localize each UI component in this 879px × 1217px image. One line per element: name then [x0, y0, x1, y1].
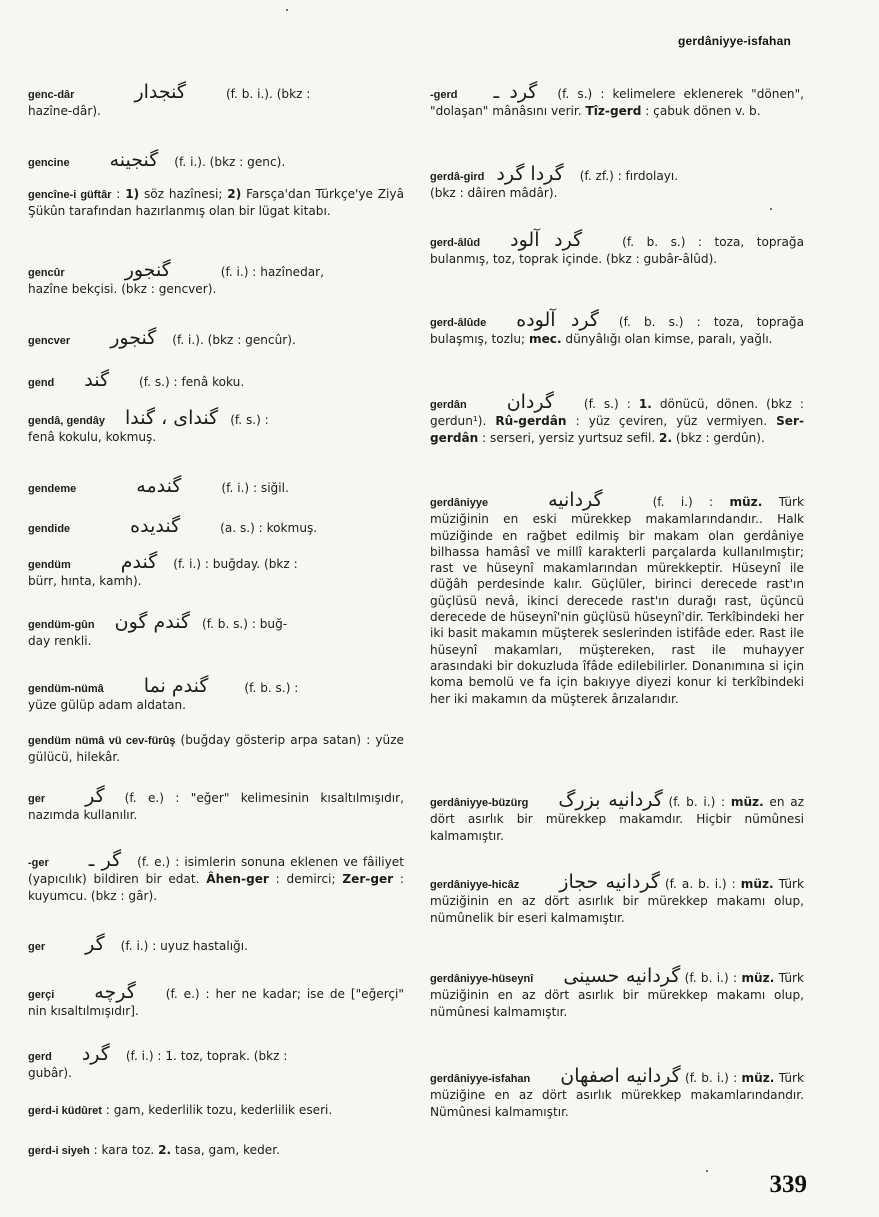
arabic-script: گردا گرد [496, 163, 564, 185]
definition-text: Farsça'dan Türkçe'ye Ziyâ Şükûn tarafından hazırlanmış olan bir lügat kitabı. [28, 187, 404, 219]
bold-marker: Ser-gerdân [430, 414, 804, 445]
definition-text: (f. e.) : isimlerin sonuna eklenen ve fâiliyet (yapıcılık) bildiren bir edat. [28, 855, 404, 887]
definition-text: : kuyumcu. (bkz : gâr). [28, 872, 404, 903]
arabic-script: گرد ـ [493, 81, 538, 103]
dictionary-entry-gerdaniyye [430, 489, 804, 707]
definition-text: tasa, gam, keder. [171, 1143, 280, 1157]
dictionary-entry-gendum-numa-jov [28, 732, 404, 766]
definition-text: (a. s.) : kokmuş. [220, 521, 318, 535]
headword: gendeme [28, 483, 77, 495]
definition-text: (f. b. i.) : [662, 795, 731, 809]
bold-marker: Tîz-gerd [585, 104, 642, 119]
definition-continuation: hazîne bekçisi. (bkz : gencver). [28, 282, 217, 297]
dictionary-entry-gerd-alude [430, 309, 804, 348]
definition-text: (f. b. s.) : [244, 681, 299, 695]
headword: gendâ, gendây [28, 415, 106, 427]
definition-text: (f. s.) : [583, 397, 639, 411]
definition-text: (f. e.) : her ne kadar; ise de ["eğerçi" nin kısaltılmışıdır]. [28, 987, 404, 1019]
speck [770, 208, 772, 210]
definition-continuation: bürr, hınta, kamh). [28, 574, 142, 589]
arabic-script: گر ـ [88, 849, 122, 871]
definition-text: dönücü, dönen. (bkz : gerdun¹). [430, 397, 804, 429]
headword: genc-dâr [28, 89, 75, 101]
headword: gerdâniyye-büzürg [430, 797, 529, 809]
headword: gencûr [28, 267, 65, 279]
definition-text: (f. i.) : uyuz hastalığı. [120, 939, 248, 953]
definition-text: (bkz : gerdûn). [672, 430, 765, 445]
definition-text: : demirci; [268, 872, 343, 887]
headword: gendüm [28, 559, 71, 571]
definition-text: en az dört asırlık bir mürekkep makamdır. Hiçbir nümûnesi kalmamıştır. [430, 795, 805, 843]
headword: gerd-i siyeh [28, 1145, 90, 1157]
bold-marker: Zer-ger [342, 872, 394, 887]
definition-text: söz hazînesi; [139, 187, 228, 201]
bold-marker: müz. [741, 1071, 775, 1085]
dictionary-entry-gerci [28, 981, 404, 1020]
arabic-script: گندم گون [114, 611, 190, 633]
dictionary-entry-gerd-i-siyeh [28, 1142, 404, 1159]
bold-marker: 2) [227, 187, 242, 201]
headword: ger [28, 793, 46, 805]
arabic-script: گردانیه [548, 489, 603, 511]
dictionary-entry-genc-dar [28, 81, 404, 120]
dictionary-entry-gencine-i-guftar [28, 186, 404, 220]
dictionary-entry-gerdaniyye-isfahan [430, 1065, 805, 1120]
definition-continuation: yüze gülüp adam aldatan. [28, 698, 186, 713]
dictionary-entry-gerdaniyye-huseyni [430, 965, 804, 1020]
definition-text: (f. b. i.). (bkz : [225, 87, 311, 101]
arabic-script: گندیده [130, 515, 181, 537]
arabic-script: گرد [81, 1043, 110, 1065]
bold-marker: müz. [740, 877, 774, 891]
bold-marker: 2. [158, 1143, 172, 1157]
dictionary-entry-gerd [28, 1043, 404, 1082]
bold-marker: müz. [730, 795, 764, 809]
dictionary-entry-gerdan [430, 391, 804, 446]
definition-text: (f. i.) : buğday. (bkz : [173, 557, 298, 571]
headword: gerdâniyye-hüseynî [430, 973, 534, 985]
arabic-script: گنجور [110, 327, 157, 349]
arabic-script: گندمه [136, 475, 182, 497]
definition-text: (f. zf.) : fırdolayı. [579, 169, 679, 183]
definition-continuation: hazîne-dâr). [28, 104, 101, 119]
headword: gerçi [28, 989, 55, 1001]
definition-text: : [111, 187, 126, 201]
dictionary-entry-genda [28, 407, 404, 446]
definition-text: (f. i.) : 1. toz, toprak. (bkz : [125, 1049, 288, 1063]
definition-text: (f. i.) : [652, 495, 730, 509]
definition-text: (f. s.) : kelimelere eklenerek "dönen", "dolaşan" mânâsını verir. [430, 87, 804, 119]
dictionary-entry-gerd-suffix [430, 81, 804, 120]
dictionary-entry-gencver [28, 327, 404, 349]
headword: ger [28, 941, 46, 953]
bold-marker: Rû-gerdân [495, 414, 567, 429]
definition-continuation: fenâ kokulu, kokmuş. [28, 430, 157, 445]
definition-text: (f. i.) : siğil. [221, 481, 289, 495]
headword: gendide [28, 523, 71, 535]
headword: gend [28, 377, 55, 389]
speck [706, 1170, 708, 1172]
dictionary-entry-gerdaniyye-buzurg [430, 789, 805, 844]
dictionary-entry-gencine [28, 149, 404, 171]
headword: gerd-âlûde [430, 317, 487, 329]
definition-text: (f. s.) : fenâ koku. [139, 375, 245, 389]
arabic-script: گر [85, 933, 105, 955]
definition-text: (f. b. i.) : [680, 1071, 742, 1085]
headword: gendüm nümâ vü cev-fürûş [28, 735, 176, 747]
arabic-script: گندم نما [143, 675, 209, 697]
definition-text: (f. e.) : "eğer" kelimesinin kısaltılmışıdır, nazımda kullanılır. [28, 791, 404, 823]
headword: gerdân [430, 399, 467, 411]
headword: gerd-âlûd [430, 237, 481, 249]
headword: gencver [28, 335, 71, 347]
definition-text: (f. i.). (bkz : gencûr). [172, 333, 296, 347]
definition-text: Türk müziğine en az dört asırlık mürekkep makamlarındandır. Nümûnesi kalmamıştır. [430, 1071, 805, 1119]
dictionary-entry-gendum-gun [28, 611, 404, 650]
dictionary-entry-ger-uyuz [28, 933, 404, 955]
definition-text: (f. b. s.) : buğ- [201, 617, 288, 631]
bold-marker: 1) [125, 187, 140, 201]
arabic-script: گردان [506, 391, 554, 413]
definition-text: dünyâlığı olan kimse, paralı, yağlı. [561, 332, 773, 347]
arabic-script: گردانیه حجاز [559, 871, 660, 893]
running-head: gerdâniyye-isfahan [678, 34, 791, 48]
arabic-script: گرد آلوده [516, 309, 599, 331]
headword: gencîne-i güftâr [28, 189, 112, 201]
dictionary-entry-ger [28, 785, 404, 824]
dictionary-entry-gerda-gird [430, 163, 804, 202]
arabic-script: گردانیه حسینی [563, 965, 681, 987]
bold-marker: mec. [528, 332, 562, 347]
dictionary-entry-gendeme [28, 475, 404, 497]
headword: gendüm-gûn [28, 619, 95, 631]
dictionary-entry-gend [28, 369, 404, 391]
definition-text: (buğday gösterip arpa satan) : yüze gülücü, hilekâr. [28, 733, 404, 765]
arabic-script: گندای ، گندا [125, 407, 219, 429]
arabic-script: گنجور [124, 259, 171, 281]
bold-marker: 1. [638, 397, 652, 411]
arabic-script: گر [85, 785, 105, 807]
dictionary-entry-gendum-numa [28, 675, 404, 714]
headword: gerdâniyye [430, 497, 489, 509]
headword: gerdâ-gird [430, 171, 485, 183]
dictionary-entry-gendum [28, 551, 404, 590]
dictionary-entry-gencur [28, 259, 404, 298]
speck [286, 9, 288, 11]
definition-text: (f. s.) : [230, 413, 269, 427]
page-number: 339 [769, 1171, 807, 1198]
arabic-script: گنجدار [134, 81, 186, 103]
definition-text: (f. b. s.) : toza, toprağa bulanmış, toz, toprak içinde. (bkz : gubâr-âlûd). [430, 235, 804, 267]
dictionary-entry-gendide [28, 515, 404, 537]
definition-text: (f. a. b. i.) : [659, 877, 741, 891]
arabic-script: گردانیه اصفهان [560, 1065, 681, 1087]
arabic-script: گرد آلود [510, 229, 583, 251]
dictionary-entry-ger-suffix [28, 849, 404, 904]
definition-text: (f. b. i.) : [680, 971, 742, 985]
definition-text: (f. i.) : hazînedar, [220, 265, 324, 279]
headword: gencine [28, 157, 70, 169]
headword: gerdâniyye-hicâz [430, 879, 520, 891]
definition-text: (f. i.). (bkz : genc). [174, 155, 286, 169]
headword: gendüm-nümâ [28, 683, 104, 695]
definition-text: : serseri, yersiz yurtsuz sefil. [478, 430, 660, 445]
headword: -ger [28, 857, 49, 869]
definition-text: : kara toz. [89, 1143, 159, 1157]
definition-text: (f. b. s.) : toza, toprağa bulaşmış, tozlu; [430, 315, 804, 347]
definition-text: Türk müziğinin en az dört asırlık bir mürekkep makamı olup, nümûnelik bir eseri kalmamıştır. [430, 877, 804, 925]
bold-marker: müz. [741, 971, 775, 985]
headword: -gerd [430, 89, 458, 101]
dictionary-entry-gerd-i-kuduret [28, 1102, 404, 1119]
bold-marker: Âhen-ger [206, 872, 269, 887]
definition-continuation: day renkli. [28, 634, 92, 649]
bold-marker: 2. [659, 430, 673, 445]
definition-continuation: gubâr). [28, 1066, 72, 1081]
definition-text: Türk müziğinin en eski mürekkep makamlarındandır.. Halk müziğinde en rağbet edilmiş bir makam olan gerdâniye bilhassa hamâsî ve millî karakterli parçalarda kullanılmıştır; rast ve hüseynî makamlarından mürekkeptir. Hüseynî ile düğâh perdesinde kalır. Güçlüler, birinci derecede rast'ın güçlüsü nevâ, ikinci derecede rast'ın durağı rast, üçüncü derecede de hüseynî'nin güçlüsü hüseynî'dir. Terkîbindeki her iki basit makamın müşterek seslerinden istifâde eder. Rast ile hüseynî makamları, müştereken, rast ile muhayyer arasındaki bir dokuzluda îfâde edilebilirler. Donanımına si için koma bemolü ve fa için bakıyye diyezi konur ki terkîbindeki her iki makamın da müşterek ârızalarıdır. [430, 495, 804, 706]
definition-text: : yüz çeviren, yüz vermiyen. [566, 414, 777, 429]
arabic-script: گند [84, 369, 110, 391]
arabic-script: گنجینه [109, 149, 159, 171]
definition-text: : çabuk dönen v. b. [641, 104, 761, 119]
dictionary-entry-gerdaniyye-hicaz [430, 871, 804, 926]
headword: gerd-i küdûret [28, 1105, 102, 1117]
definition-text: : gam, kederlilik tozu, kederlilik eseri. [101, 1103, 333, 1117]
definition-continuation: (bkz : dâiren mâdâr). [430, 186, 558, 201]
headword: gerd [28, 1051, 52, 1063]
dictionary-entry-gerd-alud [430, 229, 804, 268]
arabic-script: گندم [120, 551, 158, 573]
headword: gerdâniyye-isfahan [430, 1073, 531, 1085]
bold-marker: müz. [729, 495, 763, 509]
definition-text: Türk müziğinin en az dört asırlık bir mürekkep makamı olup, nümûnesi kalmamıştır. [430, 971, 804, 1019]
arabic-script: گرچه [94, 981, 136, 1003]
arabic-script: گردانیه بزرگ [558, 789, 663, 811]
